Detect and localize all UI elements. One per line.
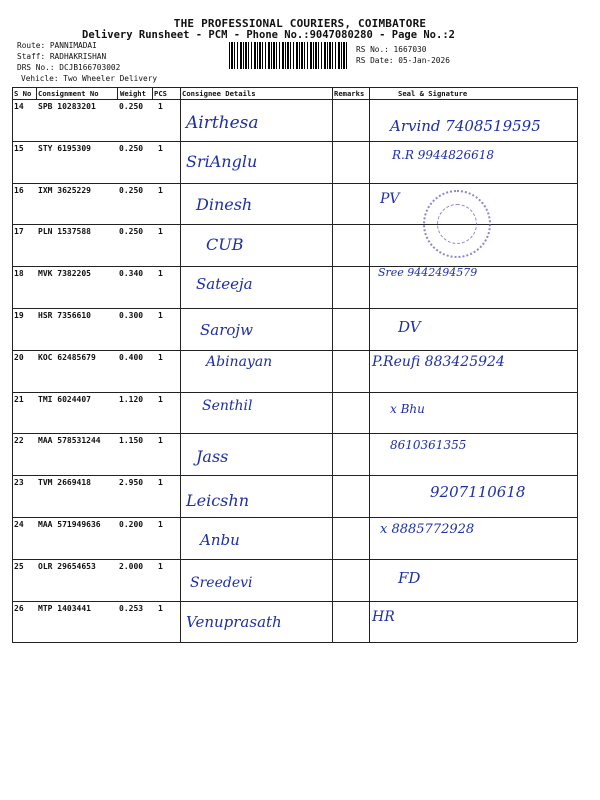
row-pcs: 1 bbox=[158, 269, 163, 279]
row-sno: 20 bbox=[14, 352, 24, 362]
row-pcs: 1 bbox=[158, 102, 163, 111]
row-weight: 0.250 bbox=[119, 143, 144, 153]
row-divider bbox=[12, 392, 577, 393]
consignee-handwriting: Anbu bbox=[200, 531, 240, 549]
consignee-handwriting: Leicshn bbox=[186, 491, 249, 511]
col-header-pcs: PCS bbox=[154, 89, 167, 98]
col-header-consignment: Consignment No bbox=[38, 89, 99, 98]
row-weight: 0.250 bbox=[119, 102, 144, 111]
row-divider bbox=[12, 642, 577, 643]
row-divider bbox=[12, 183, 577, 184]
consignee-handwriting: Sateeja bbox=[196, 275, 253, 294]
row-weight: 0.250 bbox=[119, 185, 144, 195]
col-header-signature: Seal & Signature bbox=[398, 89, 468, 98]
row-cno: PLN 1537588 bbox=[38, 227, 91, 237]
signature-handwriting: x Bhu bbox=[390, 401, 425, 416]
signature-handwriting: HR bbox=[372, 608, 395, 625]
row-cno: MAA 571949636 bbox=[38, 520, 101, 529]
row-sno: 26 bbox=[14, 603, 24, 613]
col-header-remarks: Remarks bbox=[334, 89, 365, 98]
row-pcs: 1 bbox=[158, 561, 163, 571]
row-sno: 21 bbox=[14, 394, 24, 404]
rs-date: RS Date: 05-Jan-2026 bbox=[356, 56, 450, 65]
row-cno: MAA 578531244 bbox=[38, 436, 101, 446]
drs-number: DRS No.: DCJB166703002 bbox=[17, 63, 121, 72]
row-weight: 2.950 bbox=[119, 478, 144, 488]
signature-handwriting: Arvind 7408519595 bbox=[390, 117, 541, 135]
row-divider bbox=[12, 433, 577, 434]
barcode bbox=[229, 42, 349, 69]
row-weight: 2.000 bbox=[119, 561, 144, 571]
vehicle-label: Vehicle: Two Wheeler Delivery bbox=[21, 74, 158, 83]
row-sno: 14 bbox=[14, 102, 24, 111]
row-cno: MVK 7382205 bbox=[38, 269, 91, 279]
row-cno: IXM 3625229 bbox=[38, 185, 91, 195]
signature-handwriting: x 8885772928 bbox=[380, 522, 475, 537]
row-sno: 22 bbox=[14, 436, 24, 446]
consignee-handwriting: Jass bbox=[196, 447, 229, 467]
col-header-sno: S No bbox=[14, 89, 32, 98]
signature-handwriting: R.R 9944826618 bbox=[392, 147, 495, 162]
row-sno: 23 bbox=[14, 478, 24, 488]
row-cno: TVM 2669418 bbox=[38, 478, 91, 488]
row-weight: 0.253 bbox=[119, 603, 144, 613]
col-header-weight: Weight bbox=[120, 89, 146, 98]
row-cno: HSR 7356610 bbox=[38, 311, 91, 320]
row-divider bbox=[12, 559, 577, 560]
row-sno: 18 bbox=[14, 269, 24, 279]
row-cno: OLR 29654653 bbox=[38, 561, 96, 571]
signature-handwriting: FD bbox=[398, 568, 421, 587]
row-pcs: 1 bbox=[158, 394, 163, 404]
document-title: THE PROFESSIONAL COURIERS, COIMBATORE bbox=[173, 17, 427, 30]
row-pcs: 1 bbox=[158, 520, 163, 529]
col-header-consignee: Consignee Details bbox=[182, 89, 256, 98]
row-sno: 19 bbox=[14, 311, 24, 320]
row-cno: KOC 62485679 bbox=[38, 352, 96, 362]
row-pcs: 1 bbox=[158, 143, 163, 153]
consignee-handwriting: Sreedevi bbox=[190, 574, 253, 591]
row-weight: 1.150 bbox=[119, 436, 144, 446]
row-sno: 25 bbox=[14, 561, 24, 571]
row-pcs: 1 bbox=[158, 185, 163, 195]
signature-handwriting: PV bbox=[380, 190, 400, 207]
row-pcs: 1 bbox=[158, 478, 163, 488]
row-pcs: 1 bbox=[158, 352, 163, 362]
consignee-handwriting: Dinesh bbox=[196, 194, 253, 214]
consignee-handwriting: Senthil bbox=[202, 397, 253, 414]
consignee-handwriting: CUB bbox=[206, 235, 244, 255]
row-pcs: 1 bbox=[158, 227, 163, 237]
row-pcs: 1 bbox=[158, 436, 163, 446]
row-divider bbox=[12, 517, 577, 518]
row-weight: 0.300 bbox=[119, 311, 144, 320]
consignee-handwriting: Venuprasath bbox=[186, 612, 282, 631]
runsheet-subtitle: Delivery Runsheet - PCM - Phone No.:9047080280 - Page No.:2 bbox=[82, 29, 455, 41]
row-sno: 17 bbox=[14, 227, 24, 237]
signature-handwriting: Sree 9442494579 bbox=[378, 266, 478, 280]
row-pcs: 1 bbox=[158, 311, 163, 320]
row-sno: 15 bbox=[14, 143, 24, 153]
row-sno: 24 bbox=[14, 520, 24, 529]
row-divider bbox=[12, 308, 577, 309]
row-divider bbox=[12, 601, 577, 602]
consignee-handwriting: SriAnglu bbox=[186, 151, 258, 171]
signature-handwriting: P.Reufi 883425924 bbox=[372, 353, 505, 370]
signature-handwriting: DV bbox=[398, 318, 421, 336]
rs-number: RS No.: 1667030 bbox=[356, 45, 427, 54]
delivery-seal-stamp bbox=[423, 190, 491, 258]
signature-handwriting: 8610361355 bbox=[390, 438, 467, 453]
row-cno: SPB 10283201 bbox=[38, 102, 96, 111]
consignee-handwriting: Sarojw bbox=[200, 321, 253, 339]
route-label: Route: PANNIMADAI bbox=[17, 41, 97, 50]
row-cno: STY 6195309 bbox=[38, 143, 91, 153]
consignee-handwriting: Airthesa bbox=[186, 113, 259, 133]
row-cno: MTP 1403441 bbox=[38, 603, 91, 613]
row-divider bbox=[12, 266, 577, 267]
row-weight: 0.340 bbox=[119, 269, 144, 279]
staff-label: Staff: RADHAKRISHAN bbox=[17, 52, 107, 61]
row-weight: 0.400 bbox=[119, 352, 144, 362]
row-divider bbox=[12, 224, 577, 225]
row-weight: 0.200 bbox=[119, 520, 144, 529]
row-pcs: 1 bbox=[158, 603, 163, 613]
row-divider bbox=[12, 475, 577, 476]
row-weight: 1.120 bbox=[119, 394, 144, 404]
row-divider bbox=[12, 350, 577, 351]
row-sno: 16 bbox=[14, 185, 24, 195]
signature-handwriting: 9207110618 bbox=[430, 483, 526, 502]
row-divider bbox=[12, 141, 577, 142]
row-cno: TMI 6024407 bbox=[38, 394, 91, 404]
row-weight: 0.250 bbox=[119, 227, 144, 237]
consignee-handwriting: Abinayan bbox=[206, 353, 273, 370]
